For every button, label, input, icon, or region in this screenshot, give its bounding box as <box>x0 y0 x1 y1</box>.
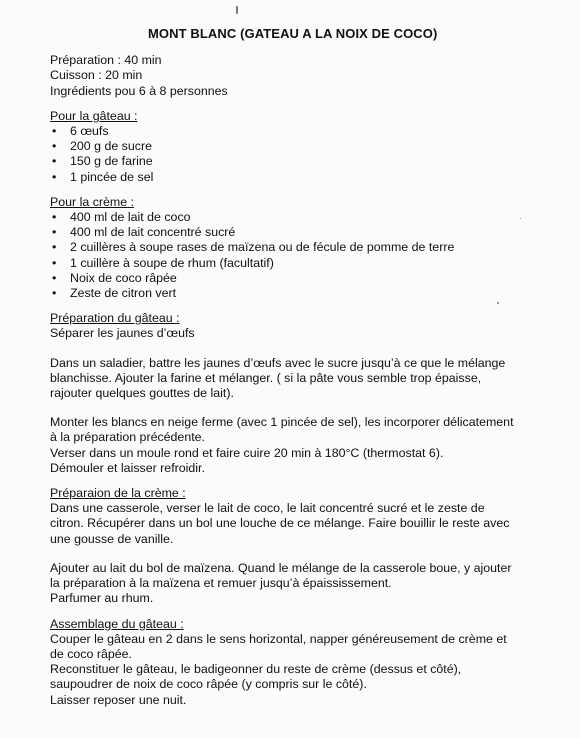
text-line: citron. Récupérer dans un bol une louche de ce mélange. Faire bouillir le reste avec <box>50 516 510 531</box>
text-line: une gousse de vanille. <box>50 531 174 546</box>
text-line: saupoudrer de noix de coco râpée (y compris sur le côté). <box>50 677 367 692</box>
list-item: • 200 g de sucre <box>50 139 540 154</box>
text-line: Dans une casserole, verser le lait de coco, le lait concentré sucré et le zeste de <box>50 501 485 516</box>
creme-list <box>50 210 540 301</box>
gateau-heading: Pour la gâteau : <box>50 108 138 123</box>
servings: Ingrédients pou 6 à 8 personnes <box>50 83 228 98</box>
text-line: Parfumer au rhum. <box>50 591 154 606</box>
assemblage-section <box>50 617 540 708</box>
list-item: • 150 g de farine <box>50 154 540 169</box>
text-line: Dans un saladier, battre les jaunes d’œufs avec le sucre jusqu’à ce que le mélange <box>50 355 506 370</box>
list-item: • 2 cuillères à soupe rases de maïzena ou de fécule de pomme de terre <box>50 240 540 255</box>
list-item: • 6 œufs <box>50 124 540 139</box>
text-line: Démouler et laisser refroidir. <box>50 460 205 475</box>
text-line: de coco râpée. <box>50 646 132 661</box>
text-line: Couper le gâteau en 2 dans le sens horizontal, napper généreusement de crème et <box>50 631 507 646</box>
text-line: Reconstituer le gâteau, le badigeonner du reste de crème (dessus et côté), <box>50 662 462 677</box>
text-line: Ajouter au lait du bol de maïzena. Quand le mélange de la casserole boue, y ajouter <box>50 560 512 575</box>
list-item: • 400 ml de lait de coco <box>50 210 540 225</box>
gateau-list <box>50 124 540 185</box>
prep-creme-section <box>50 486 540 606</box>
cook-time: Cuisson : 20 min <box>50 68 143 83</box>
list-item: • Zeste de citron vert <box>50 286 540 301</box>
gateau-ingredients <box>50 109 540 185</box>
text-line: Laisser reposer une nuit. <box>50 692 187 707</box>
text-line: Verser dans un moule rond et faire cuire 20 min à 180°C (thermostat 6). <box>50 445 444 460</box>
prep-gateau-section <box>50 311 540 476</box>
page-title: MONT BLANC (GATEAU A LA NOIX DE COCO) <box>148 26 438 41</box>
prep-time: Préparation : 40 min <box>50 53 162 68</box>
text-line: la préparation à la maïzena et remuer jusqu’à épaississement. <box>50 576 392 591</box>
list-item: • 1 cuillère à soupe de rhum (facultatif) <box>50 256 540 271</box>
list-item: • 1 pincée de sel <box>50 170 540 185</box>
text-line: rajouter quelques gouttes de lait). <box>50 386 234 401</box>
assemblage-heading: Assemblage du gâteau : <box>50 616 184 631</box>
text-line: Séparer les jaunes d’œufs <box>50 326 195 341</box>
text-line: Monter les blancs en neige ferme (avec 1 pincée de sel), les incorporer délicatement <box>50 415 514 430</box>
scan-speck <box>236 6 238 14</box>
text-line: à la préparation précédente. <box>50 430 205 445</box>
list-item: • Noix de coco râpée <box>50 271 540 286</box>
creme-heading: Pour la crème : <box>50 194 135 209</box>
creme-ingredients <box>50 195 540 301</box>
recipe-info <box>50 53 540 99</box>
text-line: blanchisse. Ajouter la farine et mélanger. ( si la pâte vous semble trop épaisse, <box>50 370 482 385</box>
prep-creme-heading: Préparaion de la crème : <box>50 486 186 501</box>
recipe-document <box>50 26 540 718</box>
list-item: • 400 ml de lait concentré sucré <box>50 225 540 240</box>
prep-gateau-heading: Préparation du gâteau : <box>50 311 180 326</box>
